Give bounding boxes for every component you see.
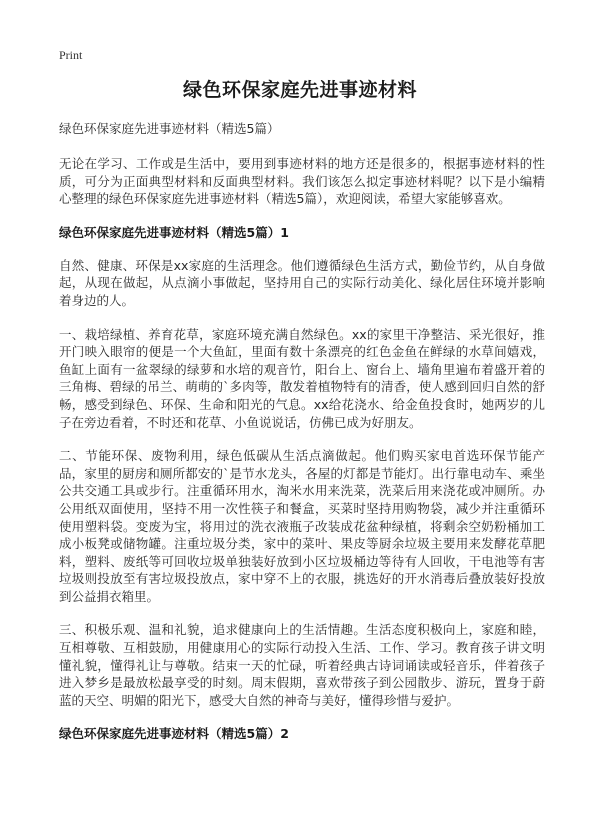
section-1-paragraph: 二、节能环保、废物利用，绿色低碳从生活点滴做起。他们购买家电首选环保节能产品，家里的厨房和厕所都安的`是节水龙头，各屋的灯都是节能灯。出行靠电动车、乘坐公共交通工具或步行。注重循环用水，淘米水用来洗菜，洗菜后用来浇花或冲厕所。办公用纸双面使用，坚持不用一次性筷子和餐盒，买菜时坚持用购物袋，减少并注重循环使用塑料袋。变废为宝，将用过的洗衣液瓶子改装成花盆种绿植，将剩余空奶粉桶加工成小板凳或储物罐。注重垃圾分类，家中的菜叶、果皮等厨余垃圾主要用来发酵花草肥料，塑料、废纸等可回收垃圾单独装好放到小区垃圾桶边等待有人回收，干电池等有害垃圾则投放至有害垃圾投放点，家中穿不上的衣服，挑选好的开水消毒后叠放装好投放到公益捐衣箱里。 xyxy=(59,448,545,604)
document-body xyxy=(59,120,545,758)
print-link[interactable]: Print xyxy=(59,48,83,62)
intro-paragraph: 无论在学习、工作或是生活中，要用到事迹材料的地方还是很多的，根据事迹材料的性质，可分为正面典型材料和反面典型材料。我们该怎么拟定事迹材料呢？以下是小编精心整理的绿色环保家庭先进事迹材料（精选5篇），欢迎阅读，希望大家能够喜欢。 xyxy=(59,156,545,207)
section-1-paragraph: 一、栽培绿植、养育花草，家庭环境充满自然绿色。xx的家里干净整洁、采光很好，推开门映入眼帘的便是一个大鱼缸，里面有数十条漂亮的红色金鱼在鲜绿的水草间嬉戏，鱼缸上面有一盆翠绿的绿萝和水培的观音竹，阳台上、窗台上、墙角里遍布着盛开着的三角梅、碧绿的吊兰、萌萌的`多肉等，散发着植物特有的清香，使人感到回归自然的舒畅，感受到绿色、环保、生命和阳光的气息。xx给花浇水、给金鱼投食时，她两岁的儿子在旁边看着，不时还和花草、小鱼说说话，仿佛已成为好朋友。 xyxy=(59,326,545,430)
page-title: 绿色环保家庭先进事迹材料 xyxy=(182,79,417,101)
section-heading-1: 绿色环保家庭先进事迹材料（精选5篇）1 xyxy=(59,224,289,240)
document-subtitle: 绿色环保家庭先进事迹材料（精选5篇） xyxy=(59,121,280,136)
section-1-paragraph: 自然、健康、环保是xx家庭的生活理念。他们遵循绿色生活方式，勤俭节约，从自身做起，从现在做起，从点滴小事做起，坚持用自己的实际行动美化、绿化居住环境并影响着身边的人。 xyxy=(59,257,545,308)
section-1-paragraph: 三、积极乐观、温和礼貌，追求健康向上的生活情趣。生活态度积极向上，家庭和睦，互相尊敬、互相鼓励，用健康用心的实际行动投入生活、工作、学习。教育孩子讲文明懂礼貌，懂得礼让与尊敬。结束一天的忙碌，听着经典古诗词诵读或轻音乐，伴着孩子进入梦乡是最放松最享受的时刻。周末假期，喜欢带孩子到公园散步、游玩，置身于蔚蓝的天空、明媚的阳光下，感受大自然的神奇与美好，懂得珍惜与爱护。 xyxy=(59,622,545,708)
section-heading-2: 绿色环保家庭先进事迹材料（精选5篇）2 xyxy=(59,726,289,742)
